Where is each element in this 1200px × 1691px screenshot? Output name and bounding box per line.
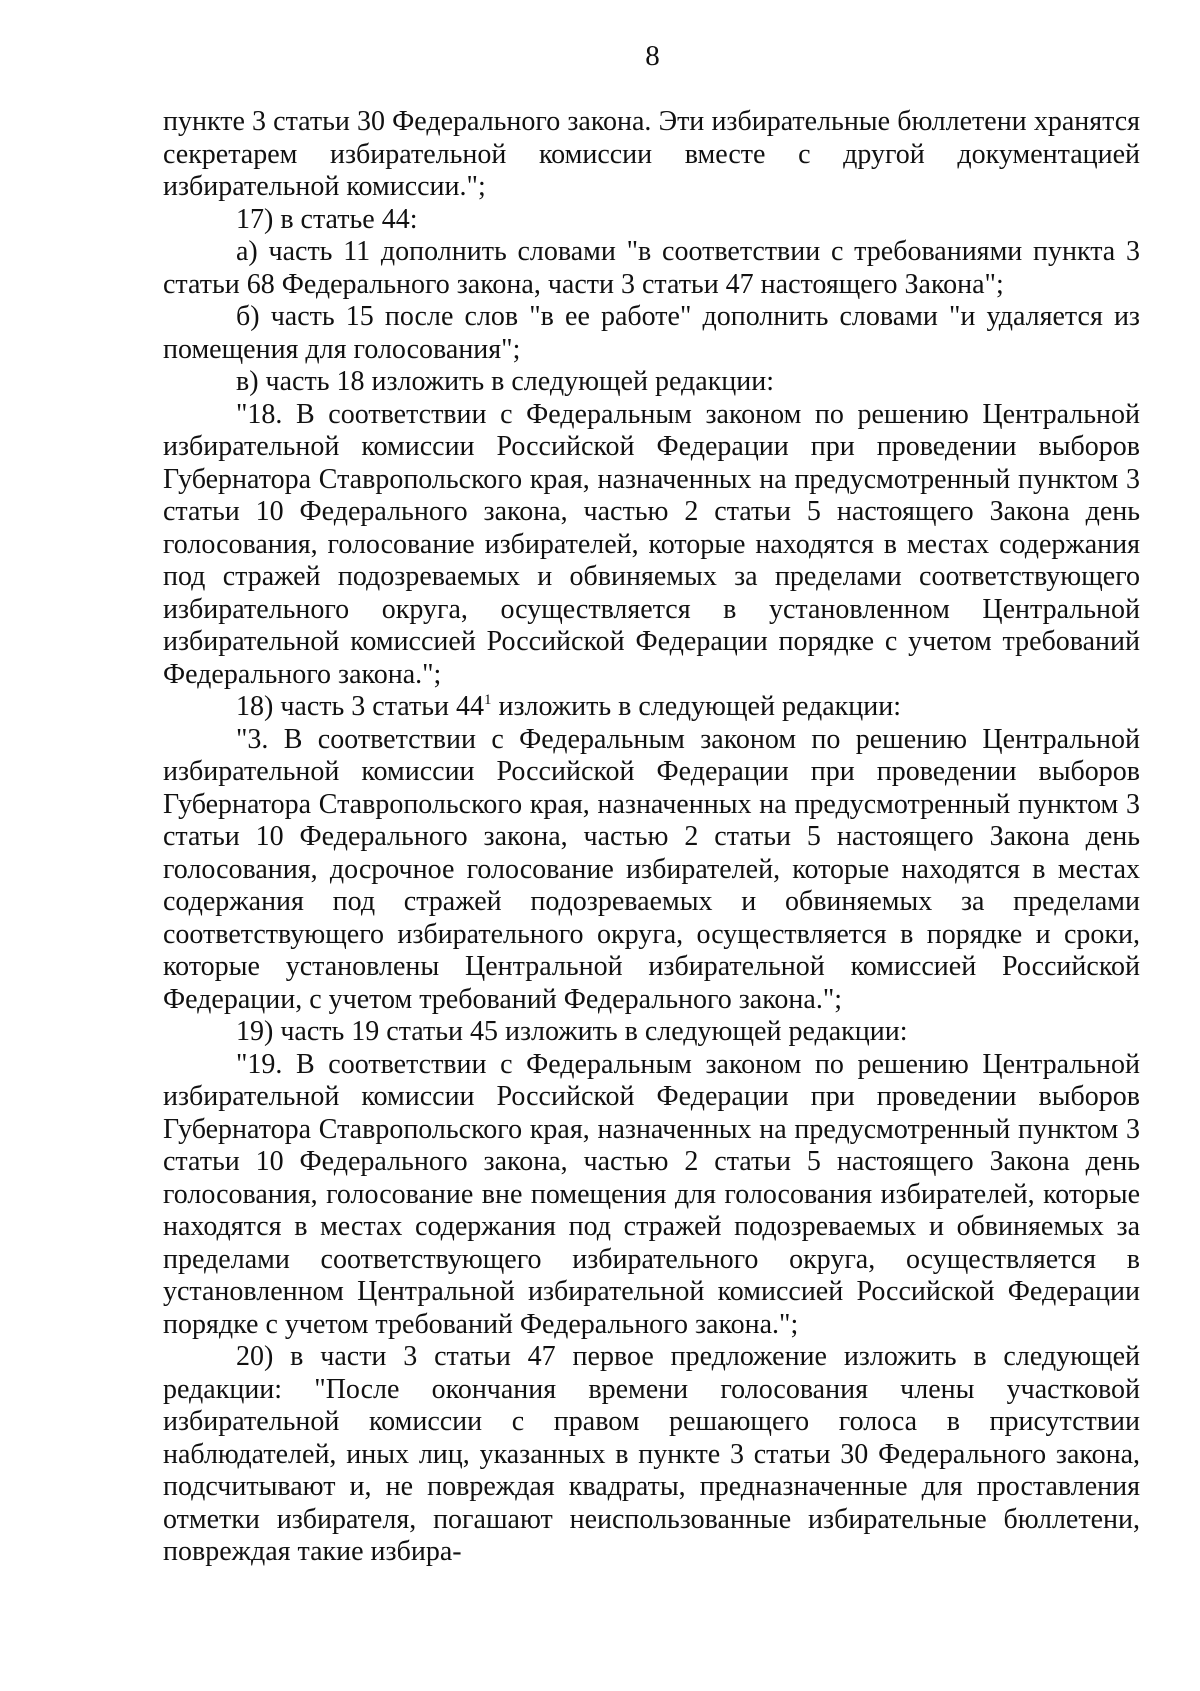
item-18 bbox=[163, 691, 1140, 724]
paragraph-continuation: пункте 3 статьи 30 Федерального закона. Эти избирательные бюллетени хранятся секретарем избирательной комиссии вместе с другой документацией избирательной комиссии."; bbox=[163, 106, 1140, 202]
item-19: 19) часть 19 статьи 45 изложить в следующей редакции: bbox=[236, 1016, 908, 1047]
quoted-part-19: "19. В соответствии с Федеральным законом по решению Центральной избирательной комиссии Российской Федерации при проведении выборов Губернатора Ставропольского края, назначенных на предусмотренный пунктом 3 статьи 10 Федерального закона, частью 2 статьи 5 настоящего Закона день голосования, голосование вне помещения для голосования избирателей, которые находятся в местах содержания под стражей подозреваемых и обвиняемых за пределами соответствующего избирательного округа, осуществляется в установленном Центральной избирательной комиссией Российской Федерации порядке с учетом требований Федерального закона."; bbox=[163, 1048, 1140, 1340]
subitem-b: б) часть 15 после слов "в ее работе" дополнить словами "и удаляется из помещения для голосования"; bbox=[163, 301, 1140, 365]
item-20: 20) в части 3 статьи 47 первое предложение изложить в следующей редакции: "После окончания времени голосования члены участковой избирательной комиссии с правом решающего голоса в присутствии наблюдателей, иных лиц, указанных в пункте 3 статьи 30 Федерального закона, подсчитывают и, не повреждая квадраты, предназначенные для проставления отметки избирателя, погашают неиспользованные избирательные бюллетени, повреждая такие избира- bbox=[163, 1341, 1140, 1567]
article-superscript: 1 bbox=[483, 692, 492, 708]
quoted-part-18: "18. В соответствии с Федеральным законом по решению Центральной избирательной комиссии Российской Федерации при проведении выборов Губернатора Ставропольского края, назначенных на предусмотренный пунктом 3 статьи 10 Федерального закона, частью 2 статьи 5 настоящего Закона день голосования, голосование избирателей, которые находятся в местах содержания под стражей подозреваемых и обвиняемых за пределами соответствующего избирательного округа, осуществляется в установленном Центральной избирательной комиссией Российской Федерации порядке с учетом требований Федерального закона."; bbox=[163, 398, 1140, 690]
page-number: 8 bbox=[645, 40, 660, 72]
quoted-part-3: "3. В соответствии с Федеральным законом по решению Центральной избирательной комиссии Российской Федерации при проведении выборов Губернатора Ставропольского края, назначенных на предусмотренный пунктом 3 статьи 10 Федерального закона, частью 2 статьи 5 настоящего Закона день голосования, досрочное голосование избирателей, которые находятся в местах содержания под стражей подозреваемых и обвиняемых за пределами соответствующего избирательного округа, осуществляется в порядке и сроки, которые установлены Центральной избирательной комиссией Российской Федерации, с учетом требований Федерального закона."; bbox=[163, 723, 1140, 1015]
subitem-v: в) часть 18 изложить в следующей редакции: bbox=[236, 366, 775, 397]
item-18-text-end: изложить в следующей редакции: bbox=[491, 691, 902, 722]
item-18-text-start: 18) часть 3 статьи 44 bbox=[236, 691, 484, 722]
subitem-a: а) часть 11 дополнить словами "в соответствии с требованиями пункта 3 статьи 68 Федерального закона, части 3 статьи 47 настоящего Закона"; bbox=[163, 236, 1140, 300]
document-body bbox=[163, 106, 1140, 1569]
item-17: 17) в статье 44: bbox=[236, 203, 418, 235]
